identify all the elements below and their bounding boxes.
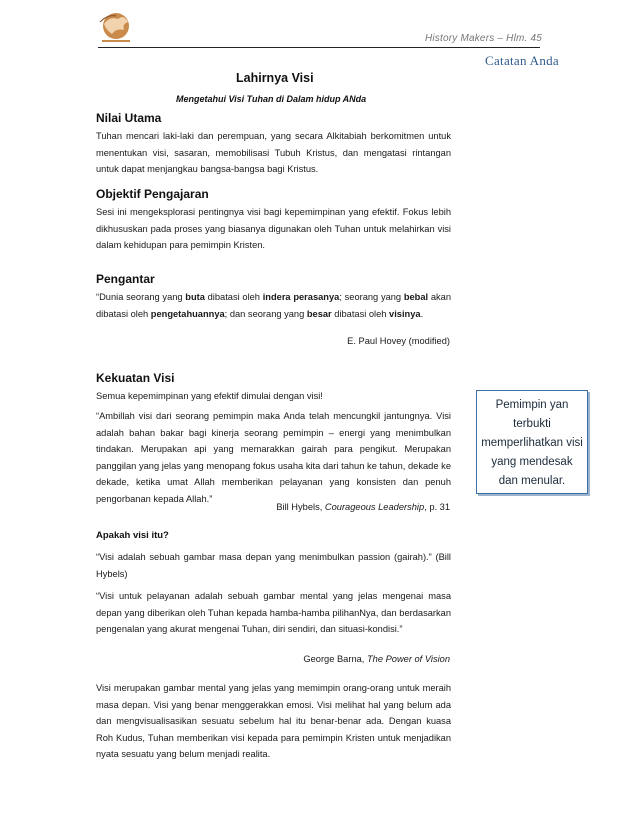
- sidebar-note-box: [476, 390, 588, 494]
- paragraph-visi-definition-1: “Visi adalah sebuah gambar masa depan yang menimbulkan passion (gairah).” (Bill Hybels): [96, 552, 451, 579]
- page-subtitle: Mengetahui Visi Tuhan di Dalam hidup ANda: [176, 94, 367, 104]
- heading-nilai-utama: Nilai Utama: [96, 111, 162, 125]
- paragraph-objektif-pengajaran: Sesi ini mengeksplorasi pentingnya visi bagi kepemimpinan yang efektif. Fokus lebih dikhususkan pada proses yang biasanya digunakan oleh Tuhan untuk melahirkan visi dalam kehidupan para pemimpin Kristen.: [96, 207, 451, 250]
- attribution-hovey: E. Paul Hovey (modified): [347, 336, 450, 346]
- heading-objektif-pengajaran: Objektif Pengajaran: [96, 187, 209, 201]
- attribution-barna: George Barna, The Power of Vision: [303, 654, 450, 664]
- paragraph-kekuatan-intro: Semua kepemimpinan yang efektif dimulai dengan visi!: [96, 391, 323, 401]
- attribution-hybels: Bill Hybels, Courageous Leadership, p. 31: [276, 502, 450, 512]
- heading-pengantar: Pengantar: [96, 272, 155, 286]
- paragraph-hybels-quote: “Ambillah visi dari seorang pemimpin maka Anda telah mencungkil jantungnya. Visi adalah bahan bakar bagi kinerja seorang pemimpin – energi yang menimbulkan tindakan. Merupakan api yang memarakkan gairah para pengikut. Merupakan panggilan yang jelas yang menopang fokus usaha kita dari tahun ke tahun, dekade ke dekade, ketika umat Allah memberikan pelayanan yang konsisten dan penuh pengorbanan kepada Allah.”: [96, 411, 451, 504]
- page-reference: History Makers – Hlm. 45: [424, 33, 542, 44]
- history-makers-logo-icon: [94, 10, 140, 46]
- sidebar-note-text: Pemimpin yan terbukti memperlihatkan visi yang mendesak dan menular.: [481, 399, 583, 487]
- paragraph-visi-definition-2: “Visi untuk pelayanan adalah sebuah gambar mental yang jelas mengenai masa depan yang diberikan oleh Tuhan kepada hamba-hamba pilihanNya, dan berdasarkan pengenalan yang akurat mengenai Tuhan, diri sendiri, dan situasi-kondisi.”: [96, 591, 451, 634]
- heading-kekuatan-visi: Kekuatan Visi: [96, 371, 175, 385]
- paragraph-visi-closing: Visi merupakan gambar mental yang jelas yang memimpin orang-orang untuk meraih masa depan. Visi yang benar menggerakkan emosi. Visi melihat hal yang belum ada dan mengvisualisasikan sesuatu sebelum hal itu benar-benar ada. Dengan kuasa Roh Kudus, Tuhan memberikan visi kepada para pemimpin Kristen untuk menjadikan nyata sesuatu yang belum menjadi realita.: [96, 683, 451, 759]
- header-divider: [98, 47, 540, 48]
- heading-apakah-visi: Apakah visi itu?: [96, 530, 169, 541]
- page-title: Lahirnya Visi: [236, 71, 314, 85]
- notes-column-label: Catatan Anda: [485, 53, 559, 68]
- paragraph-pengantar-quote: “Dunia seorang yang buta dibatasi oleh indera perasanya; seorang yang bebal akan dibatasi oleh pengetahuannya; dan seorang yang besar dibatasi oleh visinya.: [96, 292, 452, 319]
- paragraph-nilai-utama: Tuhan mencari laki-laki dan perempuan, yang secara Alkitabiah berkomitmen untuk menentukan visi, sasaran, memobilisasi Tubuh Kristus, dan mengatasi rintangan untuk dapat menjangkau bangsa-bangsa bagi Kristus.: [96, 131, 451, 174]
